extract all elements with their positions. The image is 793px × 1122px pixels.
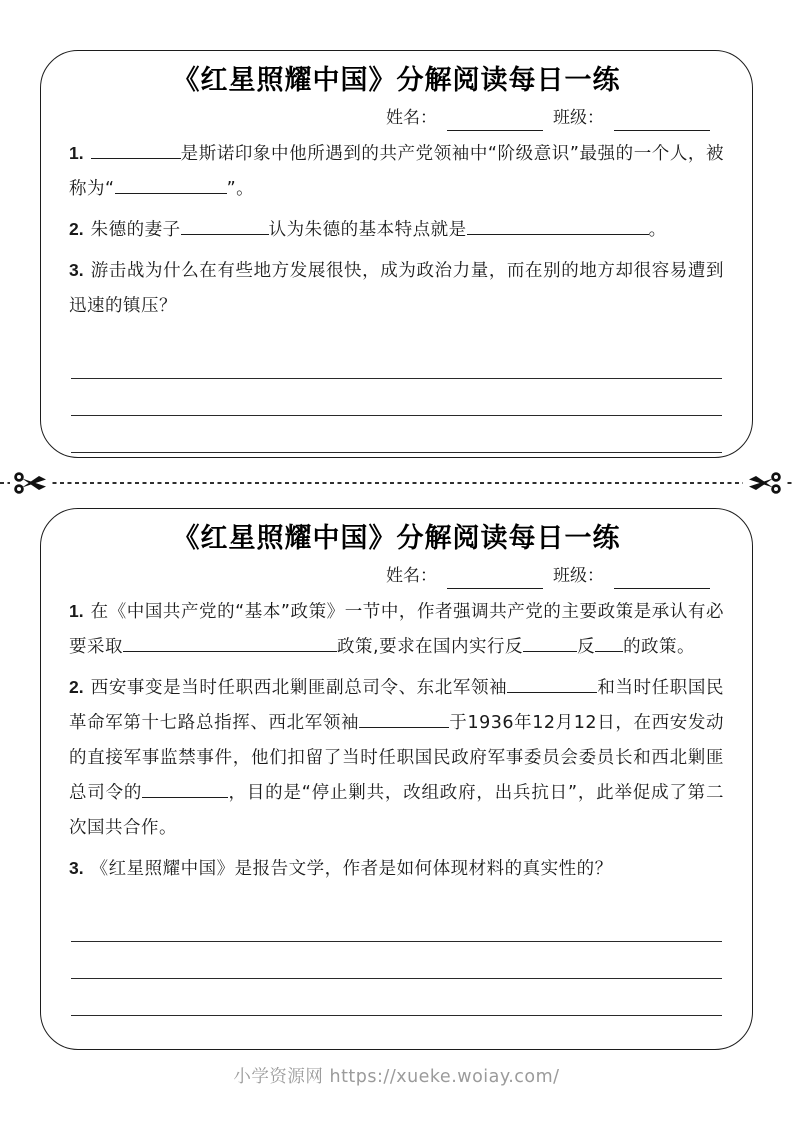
class-label: 班级： [553,108,604,128]
question-segment: 在《中国共产党的“基本”政策》一节中，作者强调共产党的主要政策是承认有必要采取 [69,602,724,657]
fill-in-blank[interactable] [115,179,227,194]
footer-credit: 小学资源网 https://xueke.woiay.com/ [233,1067,560,1087]
answer-line[interactable] [71,416,722,453]
question-segment: 西安事变是当时任职西北剿匪副总司令、东北军领袖 [90,678,508,698]
question-number: 1. [69,143,84,163]
answer-lines [69,905,724,1050]
question-segment: 的政策。 [623,637,696,657]
question-segment: 游击战为什么在有些地方发展很快，成为政治力量，而在别的地方却很容易遭到迅速的镇压？ [69,261,724,316]
worksheet-title: 《红星照耀中国》分解阅读每日一练 [172,65,621,96]
questions [69,136,724,324]
question-segment: 反 [577,637,596,657]
fill-in-blank[interactable] [507,678,597,693]
fill-in-blank[interactable] [523,637,577,652]
name-blank[interactable] [447,567,543,589]
question-number: 2. [69,219,84,239]
question-number: 3. [69,260,84,280]
answer-line[interactable] [71,979,722,1016]
question-number: 3. [69,858,84,878]
scissors-icon [10,469,52,497]
answer-line[interactable] [71,379,722,416]
question-segment: 《红星照耀中国》是报告文学，作者是如何体现材料的真实性的？ [90,859,613,879]
fill-in-blank[interactable] [595,637,623,652]
fill-in-blank[interactable] [359,713,449,728]
fill-in-blank[interactable] [467,220,649,235]
worksheet-title: 《红星照耀中国》分解阅读每日一练 [172,523,621,554]
question-segment: 认为朱德的基本特点就是 [268,220,467,240]
worksheet-card-1 [40,50,753,458]
scissors-icon [743,469,785,497]
name-class-row [69,559,724,589]
question-segment: ”。 [226,179,255,199]
question-segment: 于1936年12月12日，在西安发动的直接军事监禁事件，他们扣留了当时任职国民政府军事委员会委员长和西北剿匪总司令的 [69,713,725,803]
fill-in-blank[interactable] [142,783,228,798]
fill-in-blank[interactable] [91,144,181,159]
question-text [69,670,724,846]
fill-in-blank[interactable] [181,220,269,235]
question-segment: 。 [648,220,667,240]
question-text [69,253,724,324]
answer-lines [69,342,724,458]
name-label: 姓名： [386,566,437,586]
question-text [69,851,724,887]
worksheet-card-2 [40,508,753,1050]
answer-line[interactable] [71,905,722,942]
question-text [69,594,724,665]
class-blank[interactable] [614,567,710,589]
question-number: 1. [69,601,84,621]
class-blank[interactable] [614,109,710,131]
cut-divider [0,469,793,497]
name-label: 姓名： [386,108,437,128]
question-text [69,136,724,207]
question-segment: 和当时任职国民革命军第十七路总指挥、西北军领袖 [69,678,724,733]
dashed-cut-line [0,482,793,484]
question-segment: 是斯诺印象中他所遇到的共产党领袖中“阶级意识”最强的一个人，被称为“ [69,144,724,199]
questions [69,594,724,887]
class-label: 班级： [553,566,604,586]
question-segment: ，目的是“停止剿共，改组政府，出兵抗日”，此举促成了第二次国共合作。 [69,783,724,838]
question-segment: 政策,要求在国内实行反 [337,637,524,657]
fill-in-blank[interactable] [123,637,337,652]
name-class-row [69,101,724,131]
question-segment: 朱德的妻子 [90,220,181,240]
answer-line[interactable] [71,342,722,379]
question-number: 2. [69,677,84,697]
question-text [69,212,724,248]
answer-line[interactable] [71,1016,722,1050]
answer-line[interactable] [71,453,722,458]
answer-line[interactable] [71,942,722,979]
name-blank[interactable] [447,109,543,131]
